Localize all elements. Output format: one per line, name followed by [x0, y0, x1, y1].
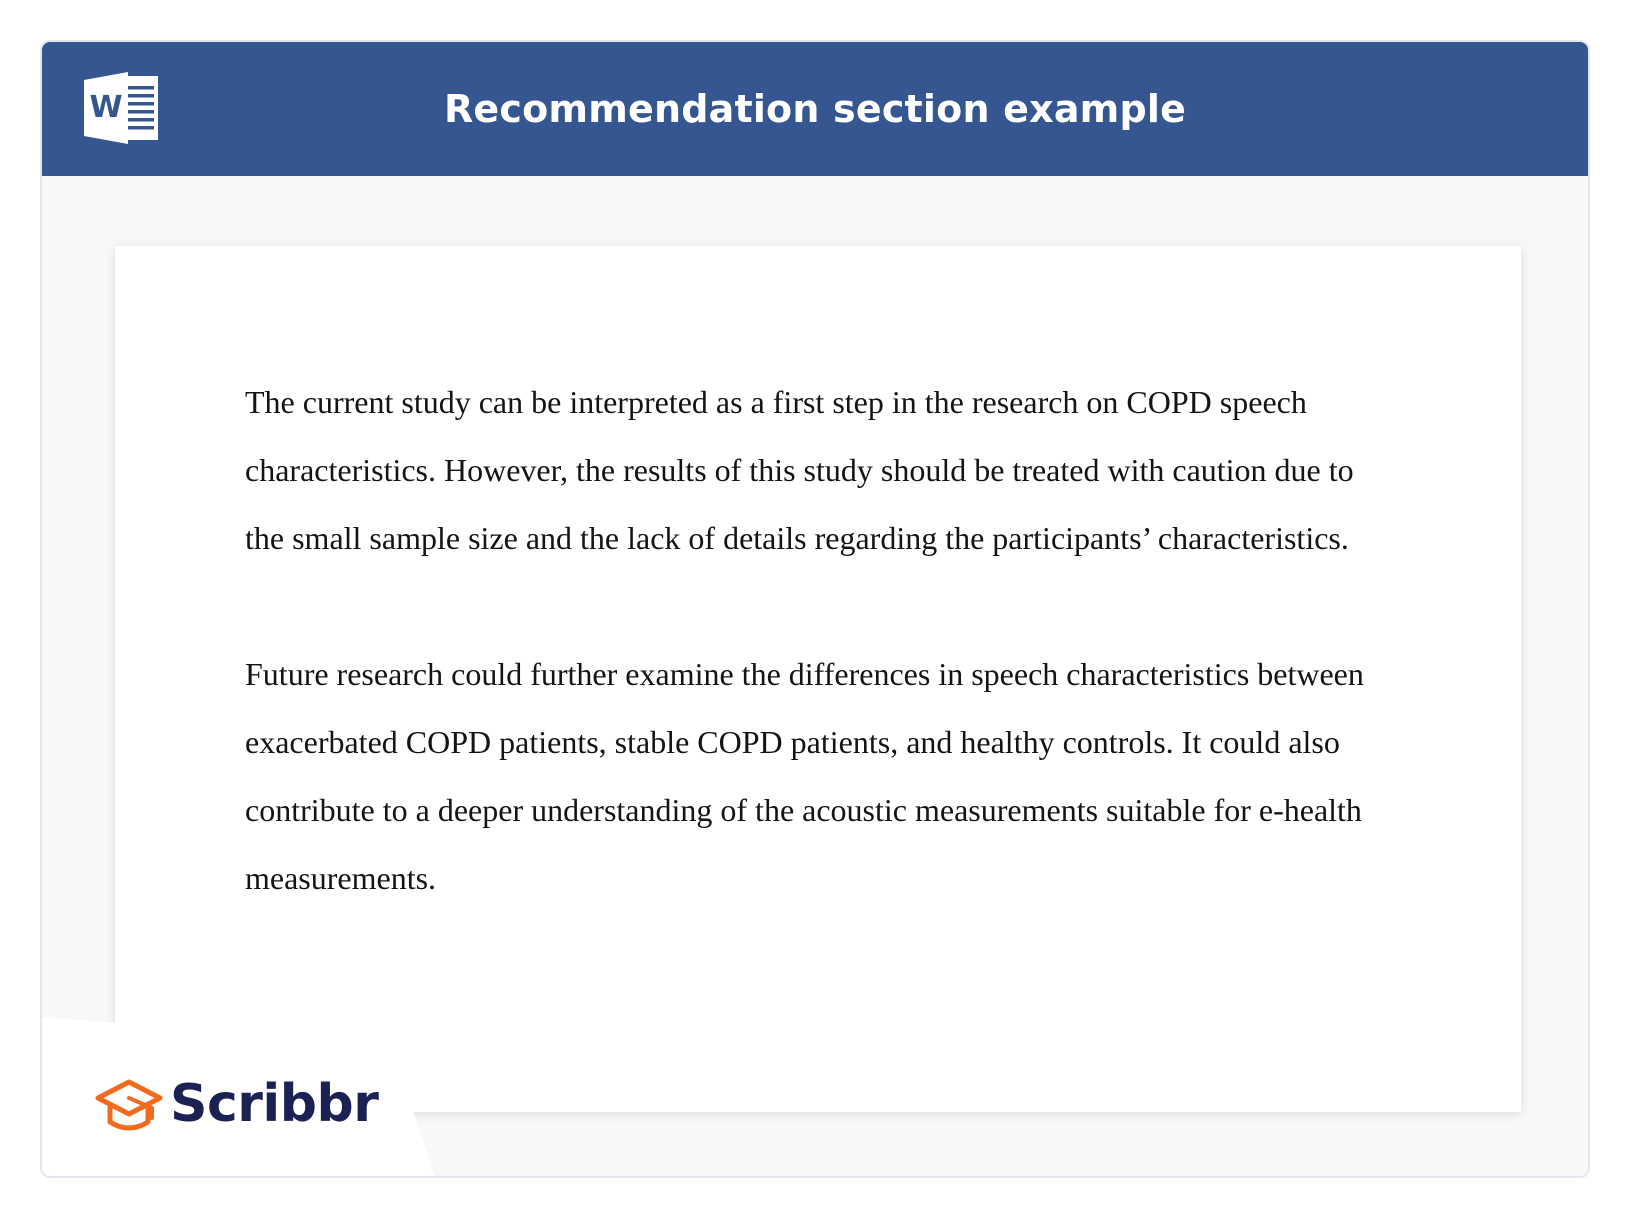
- title-bar: [42, 42, 1588, 176]
- paragraph-2: Future research could further examine the differences in speech characteristics between exacerbated COPD patients, stable COPD patients, and healthy controls. It could also contribute to a deeper understanding of the acoustic measurements suitable for e-health measurements.: [245, 656, 1364, 896]
- page-title: Recommendation section example: [443, 87, 1187, 131]
- scribbr-logo-text: Scribbr: [170, 1074, 379, 1134]
- word-icon-letter: W: [89, 90, 123, 125]
- scribbr-logo-icon: [94, 1078, 164, 1134]
- figure-frame: [40, 40, 1590, 1178]
- paragraph-1: The current study can be interpreted as a first step in the research on COPD speech characteristics. However, the results of this study should be treated with caution due to the small sample size and the lack of details regarding the participants’ characteristics.: [245, 384, 1354, 556]
- document-body: [245, 368, 1395, 980]
- document-page: [115, 246, 1521, 1112]
